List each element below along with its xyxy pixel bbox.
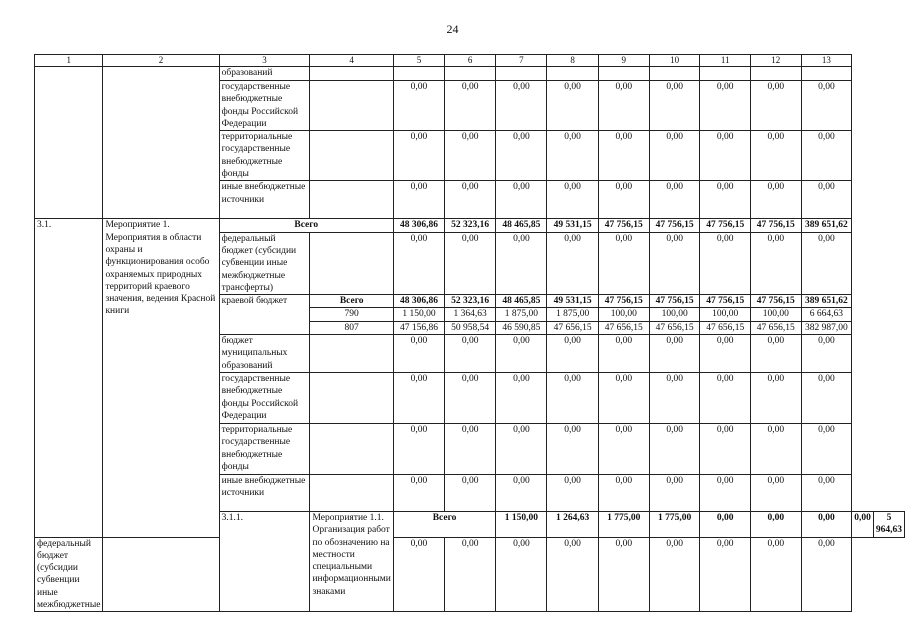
value-cell: 0,00: [751, 372, 802, 423]
value-cell: 389 651,62: [801, 219, 852, 232]
value-cell: 47 756,15: [649, 295, 700, 308]
code-cell: [310, 232, 393, 294]
value-cell: 0,00: [598, 423, 649, 474]
column-header: 11: [700, 55, 751, 67]
value-cell: 0,00: [496, 335, 547, 373]
value-cell: 47 656,15: [598, 321, 649, 334]
value-cell: 0,00: [751, 537, 802, 612]
value-cell: 100,00: [751, 308, 802, 321]
value-cell: 100,00: [649, 308, 700, 321]
value-cell: 0,00: [649, 474, 700, 511]
value-cell: 0,00: [445, 232, 496, 294]
value-cell: 0,00: [547, 232, 598, 294]
value-cell: 0,00: [751, 423, 802, 474]
code-cell: [310, 181, 393, 219]
column-header: 5: [393, 55, 444, 67]
value-cell: 100,00: [700, 308, 751, 321]
value-cell: 0,00: [547, 81, 598, 131]
value-cell: 0,00: [496, 131, 547, 181]
code-cell: [310, 474, 393, 511]
column-header: 10: [649, 55, 700, 67]
source-label: государственные внебюджетные фонды Российской Федерации: [219, 372, 310, 423]
value-cell: 0,00: [547, 335, 598, 373]
column-header: 13: [801, 55, 852, 67]
value-cell: 0,00: [445, 372, 496, 423]
value-cell: 0,00: [393, 335, 444, 373]
value-cell: 47 756,15: [700, 219, 751, 232]
value-cell: 0,00: [801, 511, 852, 537]
value-cell: 50 958,54: [445, 321, 496, 334]
table-row: [35, 219, 905, 232]
value-cell: 0,00: [649, 372, 700, 423]
value-cell: 47 756,15: [598, 219, 649, 232]
value-cell: 0,00: [445, 423, 496, 474]
value-cell: 0,00: [700, 423, 751, 474]
header-row: [35, 55, 905, 67]
value-cell: 0,00: [598, 81, 649, 131]
value-cell: [393, 67, 444, 81]
code-cell: [310, 67, 393, 81]
value-cell: 0,00: [445, 537, 496, 612]
value-cell: 0,00: [496, 537, 547, 612]
value-cell: 0,00: [393, 423, 444, 474]
value-cell: 1 264,63: [547, 511, 598, 537]
value-cell: 49 531,15: [547, 295, 598, 308]
column-header: 4: [310, 55, 393, 67]
value-cell: 47 756,15: [700, 295, 751, 308]
value-cell: 47 756,15: [751, 219, 802, 232]
value-cell: 0,00: [445, 131, 496, 181]
table-row: [35, 537, 905, 612]
value-cell: 0,00: [801, 335, 852, 373]
value-cell: 0,00: [598, 372, 649, 423]
value-cell: 0,00: [649, 423, 700, 474]
value-cell: 1 364,63: [445, 308, 496, 321]
column-header: 12: [751, 55, 802, 67]
value-cell: 0,00: [751, 474, 802, 511]
value-cell: 0,00: [700, 232, 751, 294]
value-cell: 0,00: [700, 511, 751, 537]
value-cell: 0,00: [801, 232, 852, 294]
value-cell: 0,00: [496, 423, 547, 474]
value-cell: 46 590,85: [496, 321, 547, 334]
value-cell: 382 987,00: [801, 321, 852, 334]
value-cell: 0,00: [801, 537, 852, 612]
value-cell: 0,00: [700, 537, 751, 612]
source-label: федеральный бюджет (субсидии субвенции иные межбюджетные: [35, 537, 103, 612]
value-cell: 0,00: [598, 537, 649, 612]
value-cell: 0,00: [801, 81, 852, 131]
value-cell: 0,00: [700, 372, 751, 423]
value-cell: [598, 67, 649, 81]
value-cell: 47 656,15: [547, 321, 598, 334]
value-cell: 47 656,15: [700, 321, 751, 334]
budget-table: [34, 54, 905, 612]
column-header: 6: [445, 55, 496, 67]
value-cell: 0,00: [393, 232, 444, 294]
value-cell: 0,00: [445, 335, 496, 373]
value-cell: 0,00: [547, 474, 598, 511]
value-cell: 1 875,00: [496, 308, 547, 321]
value-cell: 0,00: [598, 335, 649, 373]
column-header: 9: [598, 55, 649, 67]
value-cell: 100,00: [598, 308, 649, 321]
value-cell: [649, 67, 700, 81]
source-label: государственные внебюджетные фонды Российской Федерации: [219, 81, 310, 131]
row-number-cell: 3.1.: [35, 219, 103, 537]
value-cell: 0,00: [547, 131, 598, 181]
source-label: территориальные государственные внебюджетные фонды: [219, 423, 310, 474]
value-cell: 0,00: [801, 131, 852, 181]
value-cell: 52 323,16: [445, 219, 496, 232]
value-cell: 47 756,15: [598, 295, 649, 308]
code-cell: [310, 423, 393, 474]
value-cell: 1 875,00: [547, 308, 598, 321]
value-cell: 0,00: [751, 131, 802, 181]
value-cell: 0,00: [496, 232, 547, 294]
source-label: территориальные государственные внебюджетные фонды: [219, 131, 310, 181]
value-cell: [700, 67, 751, 81]
value-cell: 47 656,15: [649, 321, 700, 334]
value-cell: 0,00: [801, 474, 852, 511]
value-cell: 0,00: [649, 131, 700, 181]
code-cell: [310, 372, 393, 423]
value-cell: 47 756,15: [751, 295, 802, 308]
value-cell: 0,00: [700, 131, 751, 181]
value-cell: [751, 67, 802, 81]
value-cell: 49 531,15: [547, 219, 598, 232]
value-cell: 0,00: [751, 511, 802, 537]
source-label: федеральный бюджет (субсидии субвенции иные межбюджетные трансферты): [219, 232, 310, 294]
total-label: Всего: [393, 511, 495, 537]
value-cell: 0,00: [649, 181, 700, 219]
code-cell: 790: [310, 308, 393, 321]
value-cell: 0,00: [547, 423, 598, 474]
value-cell: [801, 67, 852, 81]
value-cell: 48 306,86: [393, 295, 444, 308]
value-cell: 0,00: [751, 81, 802, 131]
value-cell: 6 664,63: [801, 308, 852, 321]
value-cell: 0,00: [547, 537, 598, 612]
value-cell: 0,00: [649, 81, 700, 131]
value-cell: 0,00: [751, 181, 802, 219]
value-cell: 48 465,85: [496, 295, 547, 308]
value-cell: 0,00: [852, 511, 874, 537]
value-cell: 0,00: [547, 181, 598, 219]
value-cell: 0,00: [393, 474, 444, 511]
value-cell: 389 651,62: [801, 295, 852, 308]
value-cell: 47 656,15: [751, 321, 802, 334]
value-cell: [445, 67, 496, 81]
event-name-cell: Мероприятие 1. Мероприятия в области охраны и функционирования особо охраняемых природных территорий краевого значения, ведения Красной книги: [103, 219, 219, 537]
source-label: бюджет муниципальных образований: [219, 335, 310, 373]
value-cell: 0,00: [700, 335, 751, 373]
value-cell: 1 150,00: [393, 308, 444, 321]
value-cell: 0,00: [649, 232, 700, 294]
value-cell: 0,00: [445, 181, 496, 219]
value-cell: 0,00: [496, 474, 547, 511]
value-cell: 0,00: [496, 181, 547, 219]
code-cell: [310, 131, 393, 181]
code-cell: [310, 335, 393, 373]
code-cell: Всего: [310, 295, 393, 308]
code-cell: [310, 81, 393, 131]
value-cell: 0,00: [393, 131, 444, 181]
value-cell: 0,00: [649, 537, 700, 612]
event-name-cell: Мероприятие 1.1. Организация работ по обозначению на местности специальными информационными знаками: [310, 511, 393, 611]
value-cell: 0,00: [598, 474, 649, 511]
value-cell: 1 775,00: [649, 511, 700, 537]
source-label: иные внебюджетные источники: [219, 474, 310, 511]
value-cell: 0,00: [700, 474, 751, 511]
value-cell: 47 756,15: [649, 219, 700, 232]
value-cell: 1 775,00: [598, 511, 649, 537]
value-cell: 48 306,86: [393, 219, 444, 232]
value-cell: 1 150,00: [496, 511, 547, 537]
value-cell: 0,00: [445, 81, 496, 131]
value-cell: 0,00: [751, 335, 802, 373]
value-cell: 0,00: [598, 131, 649, 181]
value-cell: 0,00: [496, 81, 547, 131]
value-cell: 0,00: [445, 474, 496, 511]
source-label: краевой бюджет: [219, 295, 310, 335]
value-cell: 47 156,86: [393, 321, 444, 334]
value-cell: [496, 67, 547, 81]
row-number-cell: 3.1.1.: [219, 511, 310, 611]
value-cell: 52 323,16: [445, 295, 496, 308]
row-number-cell: [35, 67, 103, 219]
value-cell: 0,00: [393, 81, 444, 131]
source-label: образований: [219, 67, 310, 81]
value-cell: [547, 67, 598, 81]
value-cell: 0,00: [801, 372, 852, 423]
value-cell: 0,00: [700, 81, 751, 131]
page-number: 24: [446, 22, 459, 36]
value-cell: 48 465,85: [496, 219, 547, 232]
source-label: иные внебюджетные источники: [219, 181, 310, 219]
value-cell: 0,00: [598, 181, 649, 219]
code-cell: 807: [310, 321, 393, 334]
value-cell: 0,00: [801, 423, 852, 474]
table-row: [35, 67, 905, 81]
column-header: 3: [219, 55, 310, 67]
value-cell: 0,00: [496, 372, 547, 423]
event-name-cell: [103, 67, 219, 219]
column-header: 2: [103, 55, 219, 67]
value-cell: 0,00: [751, 232, 802, 294]
value-cell: 0,00: [598, 232, 649, 294]
code-cell: [103, 537, 219, 612]
total-label: Всего: [219, 219, 393, 232]
value-cell: 0,00: [801, 181, 852, 219]
value-cell: 5 964,63: [873, 511, 904, 537]
column-header: 1: [35, 55, 103, 67]
value-cell: 0,00: [393, 537, 444, 612]
column-header: 8: [547, 55, 598, 67]
value-cell: 0,00: [393, 181, 444, 219]
value-cell: 0,00: [393, 372, 444, 423]
value-cell: 0,00: [547, 372, 598, 423]
column-header: 7: [496, 55, 547, 67]
value-cell: 0,00: [649, 335, 700, 373]
value-cell: 0,00: [700, 181, 751, 219]
